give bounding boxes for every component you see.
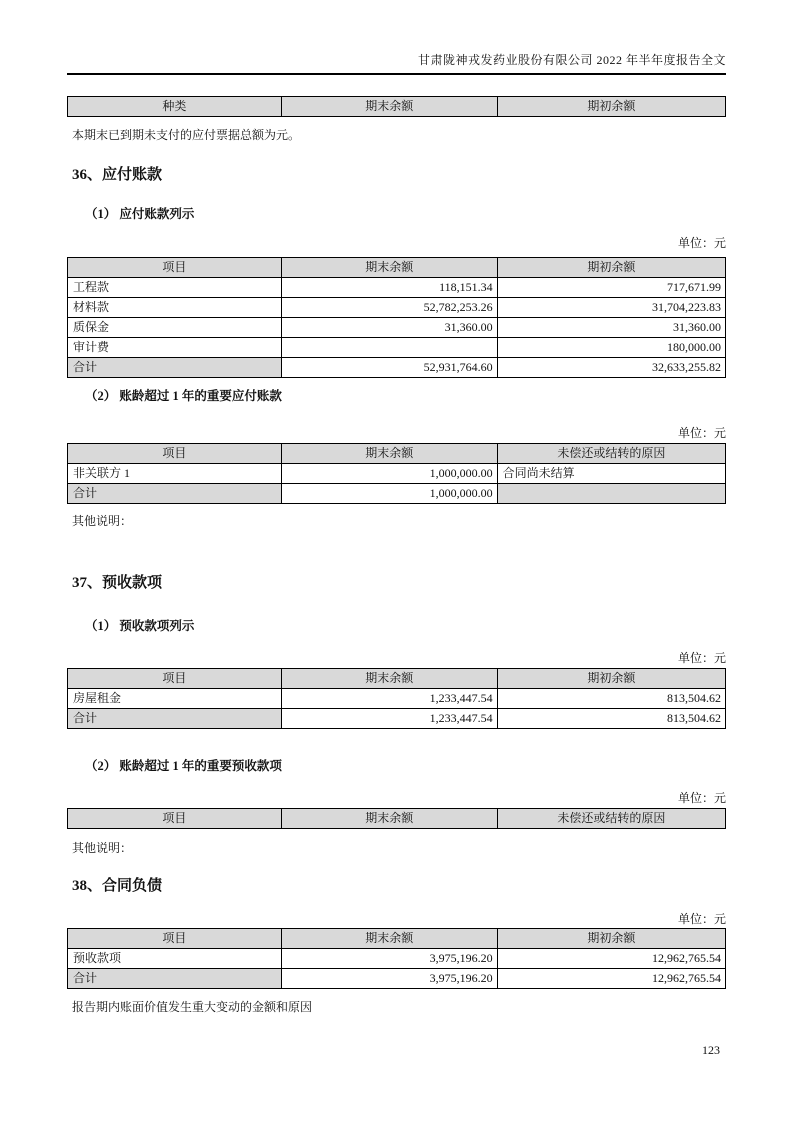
column-header-item: 项目 bbox=[68, 809, 282, 829]
item-cell: 预收款项 bbox=[68, 949, 282, 969]
ending-balance-cell bbox=[281, 338, 497, 358]
unit-label: 单位：元 bbox=[677, 651, 726, 665]
ending-balance-cell: 1,233,447.54 bbox=[281, 689, 497, 709]
item-cell: 质保金 bbox=[68, 318, 282, 338]
table-header-row bbox=[68, 929, 726, 949]
column-header-beginning-balance: 期初余额 bbox=[497, 929, 725, 949]
column-header-ending-balance: 期末余额 bbox=[281, 669, 497, 689]
section-36-title: 36、应付账款 bbox=[72, 167, 163, 183]
column-header-beginning-balance: 期初余额 bbox=[497, 97, 725, 117]
ending-balance-cell: 3,975,196.20 bbox=[281, 969, 497, 989]
unit-label: 单位：元 bbox=[677, 912, 726, 926]
table-header-row bbox=[68, 809, 726, 829]
table-row bbox=[68, 318, 726, 338]
accounts-payable-table bbox=[67, 257, 726, 378]
column-header-item: 项目 bbox=[68, 444, 282, 464]
table-total-row bbox=[68, 358, 726, 378]
table-total-row bbox=[68, 969, 726, 989]
column-header-ending-balance: 期末余额 bbox=[281, 929, 497, 949]
beginning-balance-cell: 31,360.00 bbox=[497, 318, 725, 338]
total-label-cell: 合计 bbox=[68, 484, 282, 504]
beginning-balance-cell: 180,000.00 bbox=[497, 338, 725, 358]
column-header-ending-balance: 期末余额 bbox=[281, 258, 497, 278]
item-cell: 工程款 bbox=[68, 278, 282, 298]
table-total-row bbox=[68, 709, 726, 729]
column-header-ending-balance: 期末余额 bbox=[281, 97, 497, 117]
column-header-reason: 未偿还或结转的原因 bbox=[497, 444, 725, 464]
beginning-balance-cell: 12,962,765.54 bbox=[497, 949, 725, 969]
table-header-row bbox=[68, 258, 726, 278]
beginning-balance-cell: 813,504.62 bbox=[497, 709, 725, 729]
section-37-title: 37、预收款项 bbox=[72, 575, 163, 591]
beginning-balance-cell: 717,671.99 bbox=[497, 278, 725, 298]
column-header-ending-balance: 期末余额 bbox=[281, 809, 497, 829]
unit-label: 单位：元 bbox=[677, 791, 726, 805]
unit-label: 单位：元 bbox=[677, 426, 726, 440]
total-label-cell: 合计 bbox=[68, 969, 282, 989]
reason-cell bbox=[497, 484, 725, 504]
section-37-sub2-title: （2） 账龄超过 1 年的重要预收款项 bbox=[85, 759, 282, 773]
column-header-item: 项目 bbox=[68, 669, 282, 689]
ending-balance-cell: 118,151.34 bbox=[281, 278, 497, 298]
beginning-balance-cell: 32,633,255.82 bbox=[497, 358, 725, 378]
ending-balance-cell: 1,000,000.00 bbox=[281, 464, 497, 484]
beginning-balance-cell: 813,504.62 bbox=[497, 689, 725, 709]
section-38-title: 38、合同负债 bbox=[72, 878, 163, 894]
ending-balance-cell: 52,782,253.26 bbox=[281, 298, 497, 318]
table-row bbox=[68, 298, 726, 318]
item-cell: 材料款 bbox=[68, 298, 282, 318]
table-row bbox=[68, 689, 726, 709]
section-36-sub1-title: （1） 应付账款列示 bbox=[85, 207, 195, 221]
contract-liabilities-table bbox=[67, 928, 726, 989]
beginning-balance-cell: 12,962,765.54 bbox=[497, 969, 725, 989]
aged-accounts-payable-table bbox=[67, 443, 726, 504]
advances-received-table bbox=[67, 668, 726, 729]
table-total-row bbox=[68, 484, 726, 504]
bills-payable-table bbox=[67, 96, 726, 117]
carrying-value-change-note: 报告期内账面价值发生重大变动的金额和原因 bbox=[72, 1000, 313, 1014]
column-header-beginning-balance: 期初余额 bbox=[497, 258, 725, 278]
section-36-sub2-title: （2） 账龄超过 1 年的重要应付账款 bbox=[85, 389, 282, 403]
header-rule bbox=[67, 73, 726, 75]
table-header-row bbox=[68, 669, 726, 689]
other-notes-label: 其他说明： bbox=[72, 841, 133, 855]
other-notes-label: 其他说明： bbox=[72, 514, 133, 528]
aged-advances-received-table bbox=[67, 808, 726, 829]
column-header-item: 项目 bbox=[68, 929, 282, 949]
bills-payable-note: 本期末已到期未支付的应付票据总额为元。 bbox=[72, 128, 301, 142]
column-header-beginning-balance: 期初余额 bbox=[497, 669, 725, 689]
ending-balance-cell: 1,233,447.54 bbox=[281, 709, 497, 729]
column-header-category: 种类 bbox=[68, 97, 282, 117]
item-cell: 非关联方 1 bbox=[68, 464, 282, 484]
table-row bbox=[68, 278, 726, 298]
unit-label: 单位：元 bbox=[677, 236, 726, 250]
page-number: 123 bbox=[702, 1043, 720, 1057]
table-row bbox=[68, 949, 726, 969]
report-header-title: 甘肃陇神戎发药业股份有限公司 2022 年半年度报告全文 bbox=[417, 53, 726, 67]
table-header-row bbox=[68, 97, 726, 117]
item-cell: 审计费 bbox=[68, 338, 282, 358]
table-header-row bbox=[68, 444, 726, 464]
beginning-balance-cell: 31,704,223.83 bbox=[497, 298, 725, 318]
reason-cell: 合同尚未结算 bbox=[497, 464, 725, 484]
table-row bbox=[68, 338, 726, 358]
ending-balance-cell: 52,931,764.60 bbox=[281, 358, 497, 378]
ending-balance-cell: 1,000,000.00 bbox=[281, 484, 497, 504]
column-header-item: 项目 bbox=[68, 258, 282, 278]
ending-balance-cell: 31,360.00 bbox=[281, 318, 497, 338]
table-row bbox=[68, 464, 726, 484]
column-header-reason: 未偿还或结转的原因 bbox=[497, 809, 725, 829]
total-label-cell: 合计 bbox=[68, 709, 282, 729]
ending-balance-cell: 3,975,196.20 bbox=[281, 949, 497, 969]
total-label-cell: 合计 bbox=[68, 358, 282, 378]
column-header-ending-balance: 期末余额 bbox=[281, 444, 497, 464]
item-cell: 房屋租金 bbox=[68, 689, 282, 709]
section-37-sub1-title: （1） 预收款项列示 bbox=[85, 619, 195, 633]
